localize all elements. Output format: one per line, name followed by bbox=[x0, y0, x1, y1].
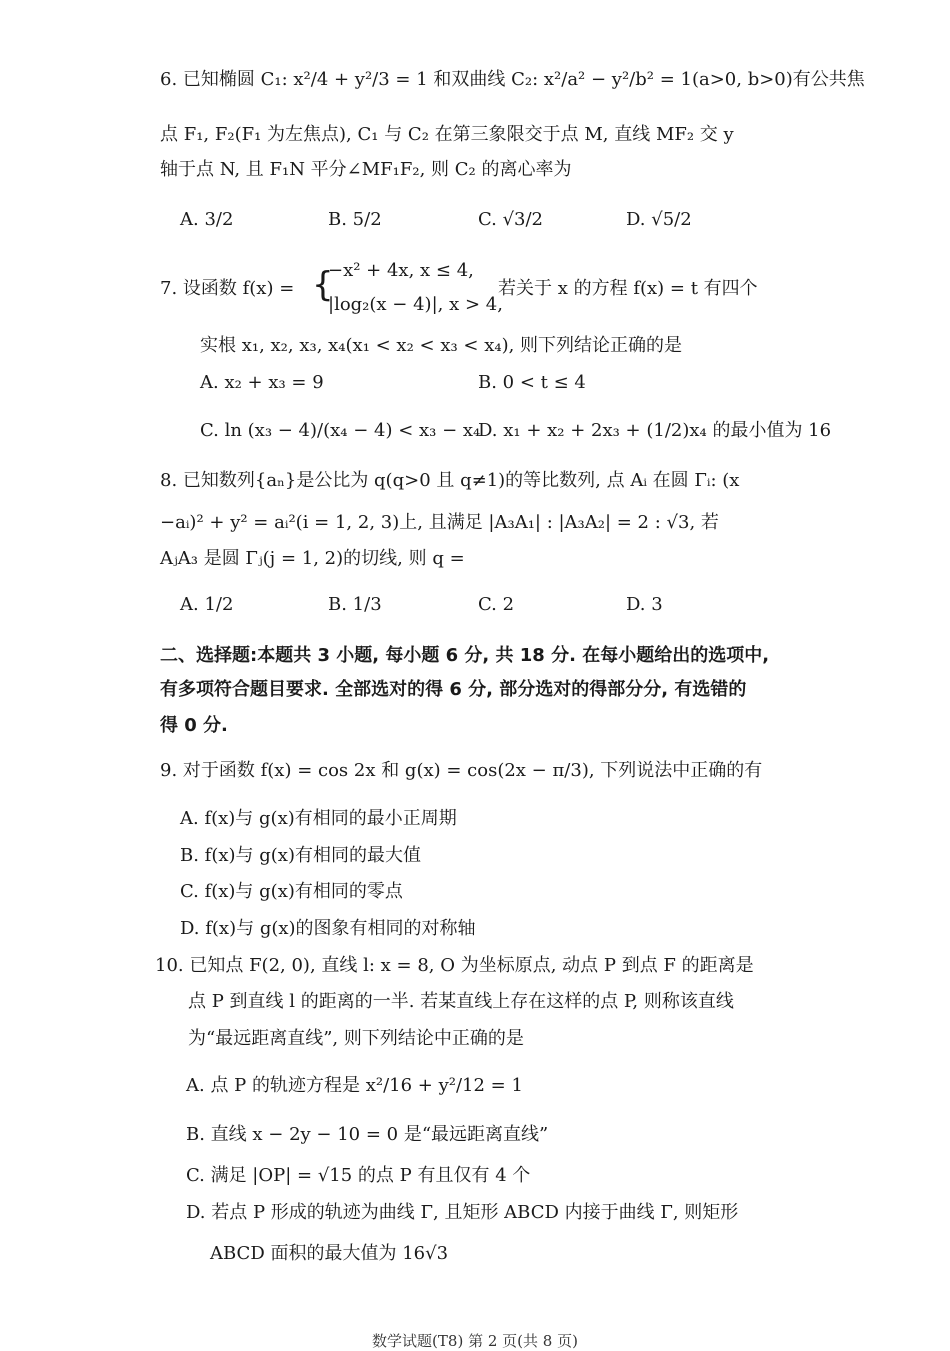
q8-line3: AⱼA₃ 是圆 Γⱼ(j = 1, 2)的切线, 则 q = bbox=[160, 548, 465, 569]
q7-option-d: D. x₁ + x₂ + 2x₃ + (1/2)x₄ 的最小值为 16 bbox=[478, 420, 832, 441]
q7-case1: −x² + 4x, x ≤ 4, bbox=[328, 260, 474, 281]
q10-option-d-line2: ABCD 面积的最大值为 16√3 bbox=[210, 1243, 449, 1264]
q7-option-a: A. x₂ + x₃ = 9 bbox=[200, 372, 324, 393]
q9-line1: 9. 对于函数 f(x) = cos 2x 和 g(x) = cos(2x − π/3), 下列说法中正确的有 bbox=[160, 760, 763, 781]
q9-option-d: D. f(x)与 g(x)的图象有相同的对称轴 bbox=[180, 918, 476, 939]
q7-option-b: B. 0 < t ≤ 4 bbox=[478, 372, 586, 393]
q7-brace: { bbox=[312, 265, 334, 305]
q8-option-d: D. 3 bbox=[626, 594, 663, 615]
q6-line1: 6. 已知椭圆 C₁: x²/4 + y²/3 = 1 和双曲线 C₂: x²/a² − y²/b² = 1(a>0, b>0)有公共焦 bbox=[160, 69, 865, 90]
section2-line1: 二、选择题:本题共 3 小题, 每小题 6 分, 共 18 分. 在每小题给出的选项中, bbox=[160, 645, 770, 666]
q9-option-b: B. f(x)与 g(x)有相同的最大值 bbox=[180, 845, 421, 866]
q7-line1-suffix: 若关于 x 的方程 f(x) = t 有四个 bbox=[498, 278, 758, 299]
q6-option-d: D. √5/2 bbox=[626, 209, 692, 230]
page-footer: 数学试题(T8) 第 2 页(共 8 页) bbox=[372, 1332, 578, 1350]
q8-option-c: C. 2 bbox=[478, 594, 515, 615]
q6-option-b: B. 5/2 bbox=[328, 209, 382, 230]
q6-option-a: A. 3/2 bbox=[180, 209, 234, 230]
q9-option-c: C. f(x)与 g(x)有相同的零点 bbox=[180, 881, 403, 902]
q10-option-b: B. 直线 x − 2y − 10 = 0 是“最远距离直线” bbox=[186, 1124, 549, 1145]
q7-line2: 实根 x₁, x₂, x₃, x₄(x₁ < x₂ < x₃ < x₄), 则下列结论正确的是 bbox=[200, 335, 683, 356]
q10-option-d: D. 若点 P 形成的轨迹为曲线 Γ, 且矩形 ABCD 内接于曲线 Γ, 则矩形 bbox=[186, 1202, 739, 1223]
section2-line3: 得 0 分. bbox=[160, 715, 228, 736]
q7-case2: |log₂(x − 4)|, x > 4, bbox=[328, 294, 503, 315]
q10-line3: 为“最远距离直线”, 则下列结论中正确的是 bbox=[188, 1028, 524, 1049]
q6-option-c: C. √3/2 bbox=[478, 209, 544, 230]
q6-line2: 点 F₁, F₂(F₁ 为左焦点), C₁ 与 C₂ 在第三象限交于点 M, 直线 MF₂ 交 y bbox=[160, 124, 734, 145]
q8-option-b: B. 1/3 bbox=[328, 594, 382, 615]
q8-line1: 8. 已知数列{aₙ}是公比为 q(q>0 且 q≠1)的等比数列, 点 Aᵢ 在圆 Γᵢ: (x bbox=[160, 470, 740, 491]
q7-option-c: C. ln (x₃ − 4)/(x₄ − 4) < x₃ − x₄ bbox=[200, 420, 481, 441]
q10-option-c: C. 满足 |OP| = √15 的点 P 有且仅有 4 个 bbox=[186, 1165, 531, 1186]
q9-option-a: A. f(x)与 g(x)有相同的最小正周期 bbox=[180, 808, 457, 829]
q10-option-a: A. 点 P 的轨迹方程是 x²/16 + y²/12 = 1 bbox=[186, 1075, 523, 1096]
q6-line3: 轴于点 N, 且 F₁N 平分∠MF₁F₂, 则 C₂ 的离心率为 bbox=[160, 159, 572, 180]
q8-option-a: A. 1/2 bbox=[180, 594, 234, 615]
section2-line2: 有多项符合题目要求. 全部选对的得 6 分, 部分选对的得部分分, 有选错的 bbox=[160, 679, 747, 700]
q7-line1-prefix: 7. 设函数 f(x) = bbox=[160, 278, 295, 299]
q10-line1: 10. 已知点 F(2, 0), 直线 l: x = 8, O 为坐标原点, 动点 P 到点 F 的距离是 bbox=[155, 955, 754, 976]
q8-line2: −aᵢ)² + y² = aᵢ²(i = 1, 2, 3)上, 且满足 |A₃A₁| : |A₃A₂| = 2 : √3, 若 bbox=[160, 512, 719, 533]
q10-line2: 点 P 到直线 l 的距离的一半. 若某直线上存在这样的点 P, 则称该直线 bbox=[188, 991, 734, 1012]
